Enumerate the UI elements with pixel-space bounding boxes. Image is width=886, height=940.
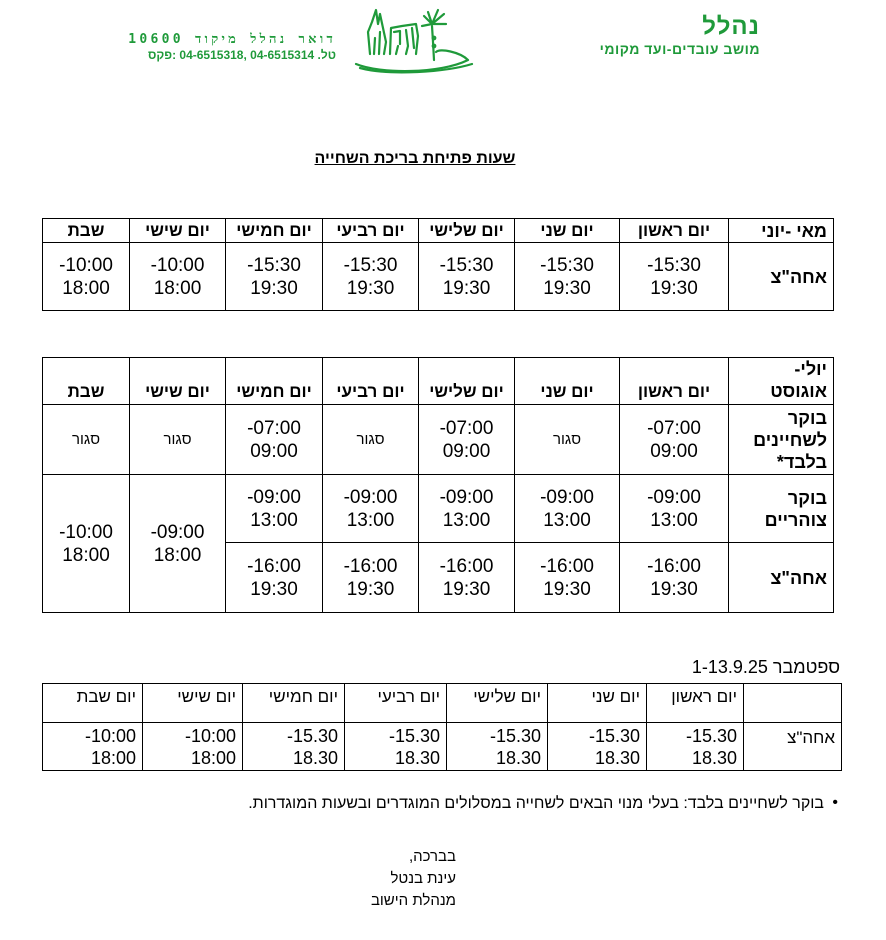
time-to: 18.30 <box>495 748 541 768</box>
time-cell <box>419 405 515 475</box>
time-cell <box>323 475 419 543</box>
time-cell <box>243 723 345 771</box>
time-from: 07:00- <box>647 417 701 439</box>
time-to: 18:00 <box>90 748 136 768</box>
time-cell <box>226 543 323 613</box>
row-label-afternoon: אחה"צ <box>729 543 834 613</box>
time-to: 13:00 <box>346 509 395 531</box>
day-header: יום שני <box>515 219 620 243</box>
row-label-afternoon: אחה"צ <box>744 723 842 771</box>
time-cell <box>419 475 515 543</box>
time-from: 15:30- <box>343 254 398 276</box>
org-address: דואר נהלל מיקוד 10600 <box>128 32 336 47</box>
day-header: יום שלישי <box>419 358 515 405</box>
time-from: 16:00- <box>540 555 594 577</box>
time-to: 19:30 <box>250 578 298 600</box>
time-from: 10:00- <box>59 254 113 276</box>
closed-cell: סגור <box>323 405 419 475</box>
may-june-schedule-table <box>42 218 834 311</box>
row-label-swimmers-only <box>729 405 834 475</box>
time-to: 19:30 <box>543 578 591 600</box>
day-header: יום שני <box>515 358 620 405</box>
time-from: 09:00- <box>343 486 398 508</box>
page-title: שעות פתיחת בריכת השחייה <box>314 150 516 167</box>
closed-cell: סגור <box>515 405 620 475</box>
day-header: יום חמישי <box>243 684 345 723</box>
season-label-line: יולי- <box>794 359 827 379</box>
time-to: 18.30 <box>394 748 440 768</box>
time-to: 13:00 <box>650 509 698 531</box>
bullet-icon: • <box>832 794 838 811</box>
signature-block <box>371 846 456 912</box>
day-header: יום שני <box>548 684 647 723</box>
time-cell <box>43 243 130 311</box>
time-to: 19:30 <box>650 578 698 600</box>
letterhead-contact <box>124 32 336 63</box>
table-row <box>43 243 834 311</box>
letterhead-org <box>600 14 760 58</box>
time-to: 18.30 <box>691 748 737 768</box>
saturday-merged-time-cell <box>43 475 130 613</box>
time-from: 15:30- <box>647 254 701 276</box>
time-cell <box>647 723 744 771</box>
org-subtitle: מושב עובדים-ועד מקומי <box>599 41 760 57</box>
time-cell <box>620 475 729 543</box>
time-to: 19:30 <box>346 578 395 600</box>
season-label: מאי -יוני <box>729 219 834 243</box>
day-header: יום רביעי <box>323 358 419 405</box>
time-from: 09:00- <box>247 486 301 508</box>
time-to: 18:00 <box>62 277 110 299</box>
time-cell <box>130 243 226 311</box>
time-to: 18:00 <box>153 277 202 299</box>
org-name: נהלל <box>702 13 760 40</box>
table-row <box>43 723 842 771</box>
time-from: 16:00- <box>247 555 301 577</box>
village-landscape-logo-icon <box>350 2 478 76</box>
time-cell <box>345 723 447 771</box>
table-row-swimmers-only <box>43 405 834 475</box>
time-cell <box>143 723 243 771</box>
time-to: 18:00 <box>190 748 236 768</box>
time-to: 19:30 <box>650 277 698 299</box>
signature-name: עינת בנטל <box>390 870 456 887</box>
row-label-line: בוקר <box>787 407 827 428</box>
day-header: יום שלישי <box>419 219 515 243</box>
time-from: 09:00- <box>540 486 594 508</box>
time-cell <box>620 405 729 475</box>
time-from: 16:00- <box>647 555 701 577</box>
time-from: 07:00- <box>247 417 301 439</box>
season-label-line: אוגוסט <box>770 381 827 401</box>
table-row-morning <box>43 475 834 543</box>
time-from: 10:00- <box>150 254 205 276</box>
september-schedule-table <box>42 683 842 771</box>
row-label-line: לשחיינים <box>753 429 827 450</box>
day-header: יום שבת <box>43 684 143 723</box>
time-from: 15:30- <box>540 254 594 276</box>
time-to: 18.30 <box>594 748 640 768</box>
day-header: יום שישי <box>143 684 243 723</box>
time-to: 19:30 <box>250 277 298 299</box>
time-from: 15:30- <box>439 254 494 276</box>
time-cell <box>620 543 729 613</box>
time-to: 13:00 <box>543 509 591 531</box>
time-from: 15.30- <box>588 726 640 746</box>
time-from: 16:00- <box>439 555 494 577</box>
row-label-morning <box>729 475 834 543</box>
time-to: 18:00 <box>153 544 202 566</box>
time-cell <box>419 243 515 311</box>
table-header-row <box>43 684 842 723</box>
closed-cell: סגור <box>130 405 226 475</box>
time-to: 19:30 <box>346 277 395 299</box>
time-to: 19:30 <box>442 277 491 299</box>
time-to: 13:00 <box>442 509 491 531</box>
table-header-row <box>43 358 834 405</box>
time-cell <box>323 543 419 613</box>
time-cell <box>515 543 620 613</box>
closed-cell: סגור <box>43 405 130 475</box>
time-to: 09:00 <box>250 440 298 462</box>
time-from: 09:00- <box>647 486 701 508</box>
time-to: 18.30 <box>292 748 338 768</box>
table-header-row <box>43 219 834 243</box>
time-cell <box>548 723 647 771</box>
org-phone-fax: טל. 04-6515314 ,04-6515318 :פקס <box>148 48 336 62</box>
time-cell <box>515 475 620 543</box>
time-from: 16:00- <box>343 555 398 577</box>
day-header: יום שישי <box>130 219 226 243</box>
time-from: 09:00- <box>150 521 205 543</box>
day-header: יום שישי <box>130 358 226 405</box>
time-to: 18:00 <box>62 544 110 566</box>
day-header: יום רביעי <box>323 219 419 243</box>
friday-merged-time-cell <box>130 475 226 613</box>
july-august-schedule-table <box>42 357 834 613</box>
time-cell <box>620 243 729 311</box>
time-to: 13:00 <box>250 509 298 531</box>
time-cell <box>447 723 548 771</box>
time-from: 09:00- <box>439 486 494 508</box>
day-header: יום ראשון <box>647 684 744 723</box>
day-header: יום ראשון <box>620 219 729 243</box>
time-from: 15.30- <box>685 726 737 746</box>
time-cell <box>419 543 515 613</box>
time-cell <box>323 243 419 311</box>
time-to: 09:00 <box>650 440 698 462</box>
season-label <box>729 358 834 405</box>
time-to: 09:00 <box>442 440 491 462</box>
row-label-line: צוהריים <box>764 509 827 530</box>
time-cell <box>226 405 323 475</box>
september-heading: ספטמבר 1-13.9.25 <box>691 657 840 677</box>
time-cell <box>226 243 323 311</box>
time-from: 15.30- <box>388 726 440 746</box>
day-header: שבת <box>43 358 130 405</box>
day-header: שבת <box>43 219 130 243</box>
row-label-line: בוקר <box>787 487 827 508</box>
time-to: 19:30 <box>442 578 491 600</box>
corner-cell <box>744 684 842 723</box>
footnote-swimmers-only: בוקר לשחיינים בלבד: בעלי מנוי הבאים לשחייה במסלולים המוגדרים ובשעות המוגדרות. <box>248 795 824 812</box>
time-from: 10:00- <box>184 726 236 746</box>
row-label-line: בלבד* <box>776 451 827 472</box>
time-cell <box>515 243 620 311</box>
day-header: יום רביעי <box>345 684 447 723</box>
time-cell <box>226 475 323 543</box>
day-header: יום חמישי <box>226 219 323 243</box>
time-from: 15.30- <box>489 726 541 746</box>
time-from: 07:00- <box>439 417 494 439</box>
signature-role: מנהלת הישוב <box>370 892 456 909</box>
time-to: 19:30 <box>543 277 591 299</box>
time-from: 10:00- <box>84 726 136 746</box>
day-header: יום ראשון <box>620 358 729 405</box>
time-from: 10:00- <box>59 521 113 543</box>
time-cell <box>43 723 143 771</box>
day-header: יום שלישי <box>447 684 548 723</box>
time-from: 15:30- <box>247 254 301 276</box>
time-from: 15.30- <box>286 726 338 746</box>
row-label-afternoon: אחה"צ <box>729 243 834 311</box>
day-header: יום חמישי <box>226 358 323 405</box>
signature-greeting: בברכה, <box>408 848 456 865</box>
